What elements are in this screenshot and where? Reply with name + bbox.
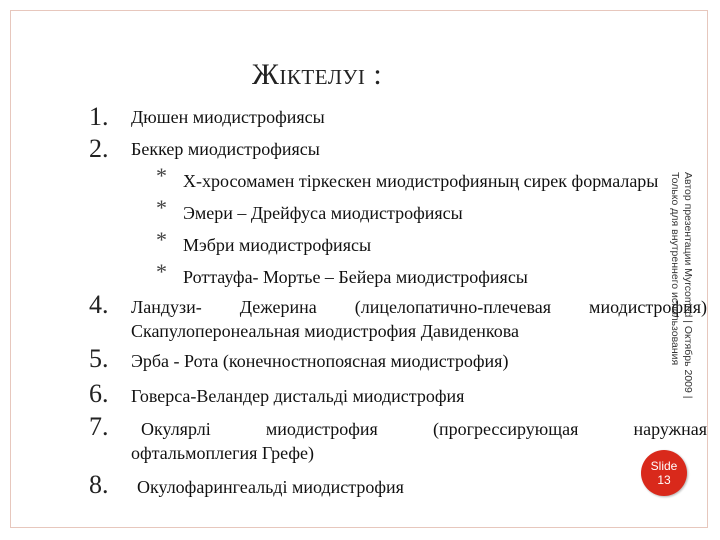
side-note: Автор презентации Myrcomed | Октябрь 2009 | Только для внутреннего использования [669, 172, 694, 399]
item-number: 8. [89, 470, 109, 499]
text-part: (лицелопатично-плечевая [354, 297, 552, 317]
list-item: Окулофарингеальді миодистрофия [137, 477, 404, 497]
item-number: 5. [89, 344, 109, 373]
sub-list-item: Эмери – Дрейфуса миодистрофиясы [183, 203, 463, 223]
item-number: 2. [89, 134, 109, 163]
slide-number-badge [641, 450, 687, 496]
bullet-marker: * [156, 259, 167, 284]
text-part: Окулярлі [141, 419, 211, 439]
slide-number: 13 [657, 473, 671, 487]
text-part: миодистрофия) [589, 297, 707, 317]
bullet-marker: * [156, 195, 167, 220]
text-part: наружная [633, 419, 707, 439]
list-item-line: офтальмоплегия Грефе) [131, 443, 315, 463]
list-item-line: Скапулоперонеальная миодистрофия Давиденкова [131, 321, 519, 341]
item-number: 4. [89, 290, 109, 319]
list-item: Говерса-Веландер дистальді миодистрофия [131, 386, 465, 406]
sub-list-item: X-хросомамен тіркескен миодистрофияның сирек формалары [183, 171, 659, 191]
bullet-marker: * [156, 163, 167, 188]
slide-title: Жіктелуі : [252, 58, 383, 91]
text-part: миодистрофия [265, 419, 378, 439]
list-item-line [131, 296, 707, 318]
slide-label: Slide [650, 459, 678, 473]
text-part: (прогрессирующая [432, 419, 579, 439]
list-item-line [141, 418, 707, 440]
sub-list-item: Роттауфа- Мортье – Бейера миодистрофиясы [183, 267, 528, 287]
item-number: 7. [89, 412, 109, 441]
item-number: 6. [89, 379, 109, 408]
list-item: Эрба - Рота (конечностнопоясная миодистрофия) [131, 351, 509, 371]
text-part: Ландузи- [131, 297, 202, 317]
list-item: Дюшен миодистрофиясы [131, 107, 325, 127]
list-item: Беккер миодистрофиясы [131, 139, 320, 159]
sub-list-item: Мэбри миодистрофиясы [183, 235, 372, 255]
item-number: 1. [89, 102, 109, 131]
bullet-marker: * [156, 227, 167, 252]
text-part: Дежерина [239, 297, 317, 317]
